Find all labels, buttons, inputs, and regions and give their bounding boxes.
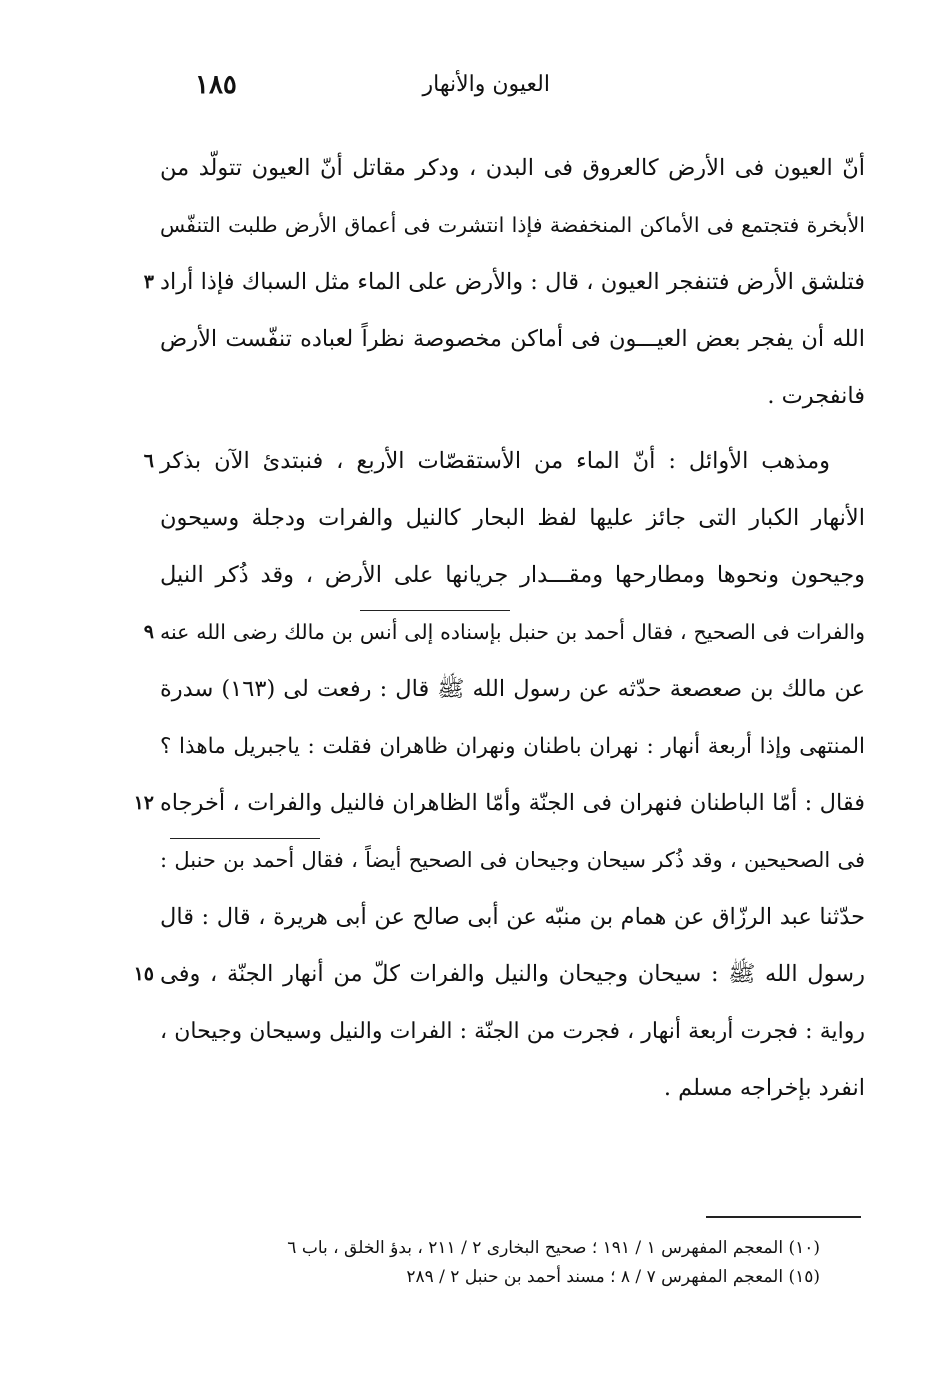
line-text: والفرات فى الصحيح ، فقال أحمد بن حنبل بإسناده إلى أنس بن مالك رضى الله عنه	[160, 620, 865, 644]
text-line	[160, 311, 865, 368]
line-text: حدّثنا عبد الرزّاق عن همام بن منبّه عن أبى صالح عن أبى هريرة ، قال : قال	[160, 904, 865, 930]
footnote-divider	[706, 1216, 861, 1218]
line-number: ١٢	[133, 792, 154, 814]
text-line	[160, 832, 865, 889]
footnotes	[180, 1234, 820, 1292]
line-text: الله أن يفجر بعض العيـــون فى أماكن مخصوصة نظراً لعباده تنفّست الأرض	[160, 326, 865, 352]
line-text: الأنهار الكبار التى جائز عليها لفظ البحار كالنيل والفرات ودجلة وسيحون	[160, 505, 865, 531]
text-line	[160, 661, 865, 718]
overline-mark	[360, 610, 510, 611]
text-line	[133, 946, 865, 1003]
text-line	[160, 547, 865, 604]
line-text: المنتهى وإذا أربعة أنهار : نهران باطنان ونهران ظاهران فقلت : ياجبريل ماهذا ؟	[160, 734, 865, 759]
line-text: ومذهب الأوائل : أنّ الماء من الأستقصّات الأربع ، فنبتدئ الآن بذكر	[160, 448, 830, 474]
footnote: (١٠) المعجم المفهرس ١ / ١٩١ ؛ صحيح البخارى ٢ / ٢١١ ، بدؤ الخلق ، باب ٦	[287, 1238, 820, 1258]
overline-mark	[170, 838, 320, 839]
text-line	[160, 1003, 865, 1060]
main-text	[133, 140, 865, 1117]
line-text: انفرد بإخراجه مسلم .	[663, 1075, 865, 1101]
page-number: ١٨٥	[195, 70, 237, 100]
text-line	[160, 490, 865, 547]
running-header	[150, 72, 850, 112]
text-line	[143, 433, 865, 490]
line-number: ١٥	[133, 963, 154, 985]
line-text: عن مالك بن صعصعة حدّثه عن رسول الله ﷺ قال : رفعت لى (١٦٣) سدرة	[160, 676, 865, 702]
line-text: الأبخرة فتجتمع فى الأماكن المنخفضة فإذا انتشرت فى أعماق الأرض طلبت التنفّس	[160, 213, 865, 237]
line-text: وجيحون ونحوها ومطارحها ومقـــدار جريانها على الأرض ، وقد ذُكر النيل	[160, 562, 865, 588]
text-line	[143, 254, 865, 311]
text-line	[133, 775, 865, 832]
text-line	[160, 368, 865, 425]
chapter-title: العيون والأنهار	[422, 72, 550, 97]
line-number: ٦	[143, 450, 154, 472]
line-number: ٣	[143, 271, 154, 293]
line-text: رواية : فجرت أربعة أنهار ، فجرت من الجنّة : الفرات والنيل وسيحان وجيحان ،	[160, 1019, 865, 1044]
line-text: أنّ العيون فى الأرض كالعروق فى البدن ، ودكر مقاتل أنّ العيون تتولّد من	[160, 155, 865, 181]
line-text: فانفجرت .	[767, 383, 865, 409]
line-text: فتلشق الأرض فتنفجر العيون ، قال : والأرض على الماء مثل السباك فإذا أراد	[160, 269, 865, 295]
footnote: (١٥) المعجم المفهرس ٧ / ٨ ؛ مسند أحمد بن حنبل ٢ / ٢٨٩	[406, 1267, 820, 1287]
line-text: فقال : أمّا الباطنان فنهران فى الجنّة وأمّا الظاهران فالنيل والفرات ، أخرجاه	[160, 790, 865, 816]
text-line	[160, 718, 865, 775]
text-line	[160, 197, 865, 254]
line-text: رسول الله ﷺ : سيحان وجيحان والنيل والفرات كلّ من أنهار الجنّة ، وفى	[160, 961, 865, 987]
text-line	[160, 1060, 865, 1117]
text-line	[160, 140, 865, 197]
line-number: ٩	[143, 621, 154, 643]
text-line	[160, 889, 865, 946]
line-text: فى الصحيحين ، وقد ذُكر سيحان وجيحان فى الصحيح أيضاً ، فقال أحمد بن حنبل :	[160, 848, 865, 872]
text-line	[143, 604, 865, 661]
